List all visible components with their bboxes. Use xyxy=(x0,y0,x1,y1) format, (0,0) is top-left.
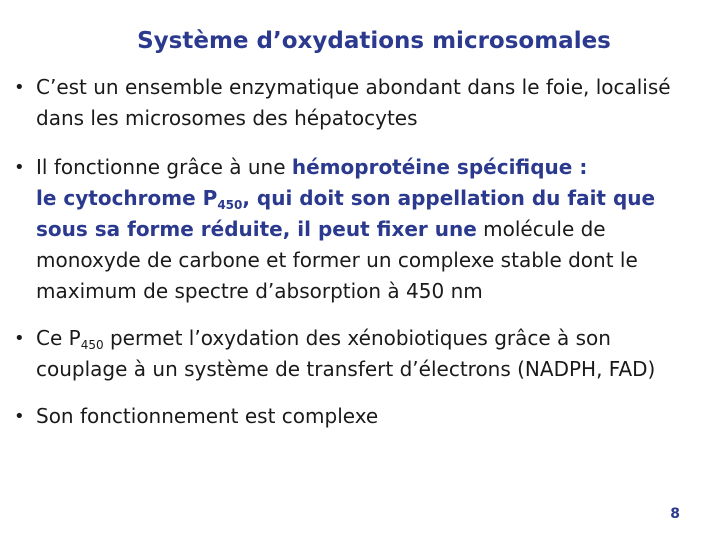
highlight-hemoprotein: hémoprotéine spécifique : xyxy=(291,155,588,179)
p450-prefix: Ce P xyxy=(36,326,81,350)
p450-description: permet l’oxydation des xénobiotiques grâce à son couplage à un système de transfert d’électrons (NADPH, FAD) xyxy=(36,326,656,381)
bullet-dot: • xyxy=(14,157,25,178)
bullet-text: Son fonctionnement est complexe xyxy=(36,404,379,428)
page-number: 8 xyxy=(670,506,680,522)
bullet-rest-text: molécule de monoxyde de carbone et former un complexe stable dont le maximum de spectre d’absorption à 450 nm xyxy=(36,217,638,303)
bullet-dot: • xyxy=(14,406,25,427)
bullet-text xyxy=(36,155,655,303)
bullet-list xyxy=(12,72,702,432)
cytochrome-label: le cytochrome P xyxy=(36,186,218,210)
bullet-dot: • xyxy=(14,77,25,98)
bullet-item-hemoprotein xyxy=(12,152,702,307)
bullet-text xyxy=(36,326,655,381)
cytochrome-explanation: , qui doit son appellation du fait que sous sa forme réduite, il peut fixer une xyxy=(36,186,656,241)
bullet-item-p450-oxidation xyxy=(12,323,702,385)
bullet-item-complex-function xyxy=(12,401,702,432)
bullet-item-enzymatic-system xyxy=(12,72,702,134)
p450-subscript: 450 xyxy=(80,338,104,352)
bullet-intro-text: Il fonctionne grâce à une xyxy=(36,155,292,179)
bullet-text: C’est un ensemble enzymatique abondant dans le foie, localisé dans les microsomes des hépatocytes xyxy=(36,75,671,130)
cytochrome-subscript: 450 xyxy=(217,198,243,212)
slide-title: Système d’oxydations microsomales xyxy=(137,28,611,54)
bullet-dot: • xyxy=(14,328,25,349)
